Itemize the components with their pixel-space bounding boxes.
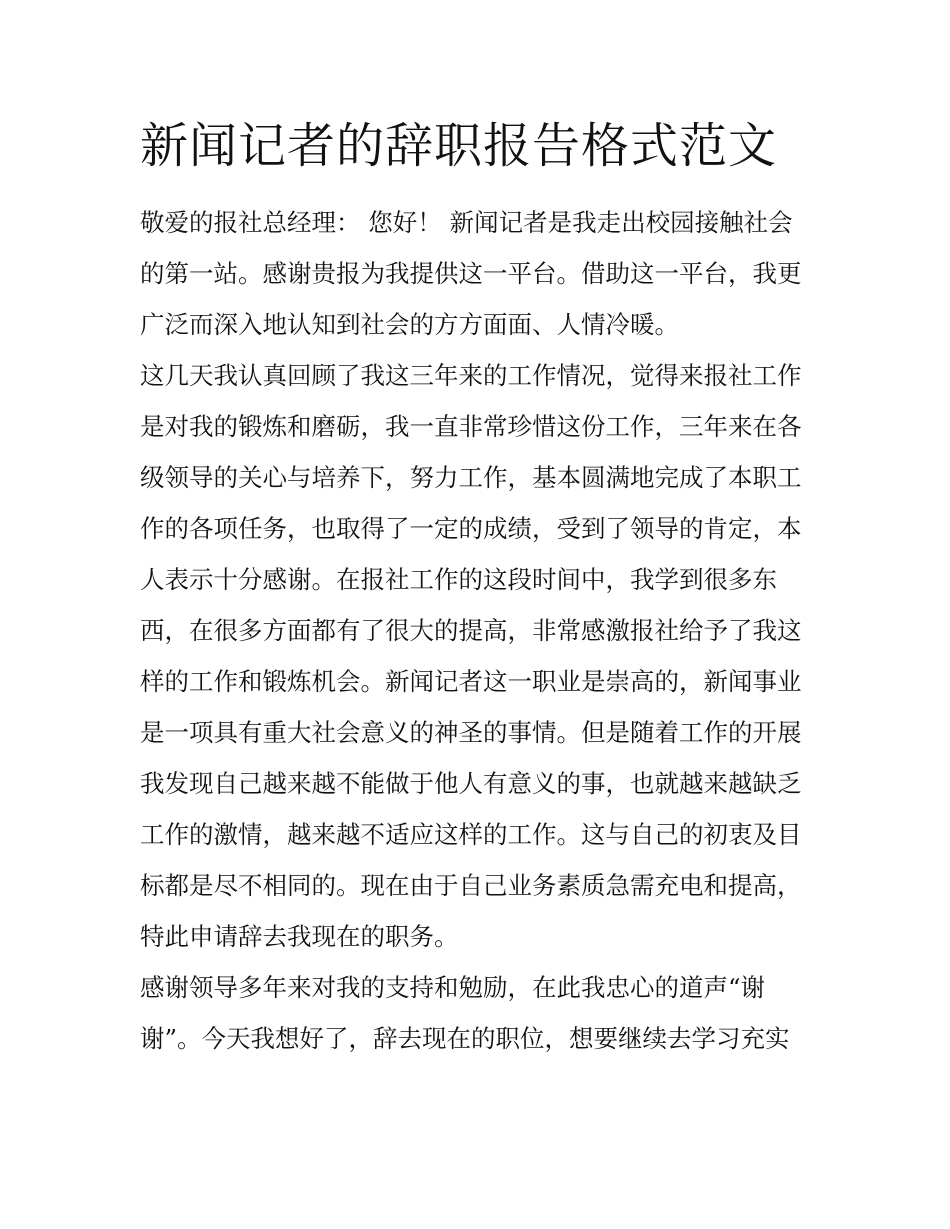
body-line: 级领导的关心与培养下，努力工作，基本圆满地完成了本职工 (140, 463, 802, 492)
body-line: 工作的激情，越来越不适应这样的工作。这与自己的初衷及目 (140, 820, 802, 849)
body-line: 人表示十分感谢。在报社工作的这段时间中，我学到很多东 (140, 565, 777, 594)
body-line: 感谢领导多年来对我的支持和勉励，在此我忠心的道声“谢 (140, 973, 766, 1002)
document-title: 新闻记者的辞职报告格式范文 (140, 118, 778, 174)
body-line: 广泛而深入地认知到社会的方方面面、人情冷暖。 (140, 310, 679, 339)
body-line: 作的各项任务，也取得了一定的成绩，受到了领导的肯定，本 (140, 514, 802, 543)
document-body (140, 197, 820, 1064)
body-line: 特此申请辞去我现在的职务。 (140, 922, 459, 951)
body-line: 是对我的锻炼和磨砺，我一直非常珍惜这份工作，三年来在各 (140, 412, 802, 441)
body-line: 这几天我认真回顾了我这三年来的工作情况，觉得来报社工作 (140, 361, 802, 390)
body-line: 的第一站。感谢贵报为我提供这一平台。借助这一平台，我更 (140, 259, 802, 288)
body-line: 标都是尽不相同的。现在由于自己业务素质急需充电和提高， (140, 871, 802, 900)
body-line: 谢”。今天我想好了，辞去现在的职位，想要继续去学习充实 (140, 1024, 790, 1053)
body-line: 敬爱的报社总经理： 您好！ 新闻记者是我走出校园接触社会 (140, 208, 793, 237)
body-line: 是一项具有重大社会意义的神圣的事情。但是随着工作的开展 (140, 718, 802, 747)
body-line: 我发现自己越来越不能做于他人有意义的事，也就越来越缺乏 (140, 769, 802, 798)
body-line: 西，在很多方面都有了很大的提高，非常感激报社给予了我这 (140, 616, 802, 645)
body-line: 样的工作和锻炼机会。新闻记者这一职业是崇高的，新闻事业 (140, 667, 802, 696)
